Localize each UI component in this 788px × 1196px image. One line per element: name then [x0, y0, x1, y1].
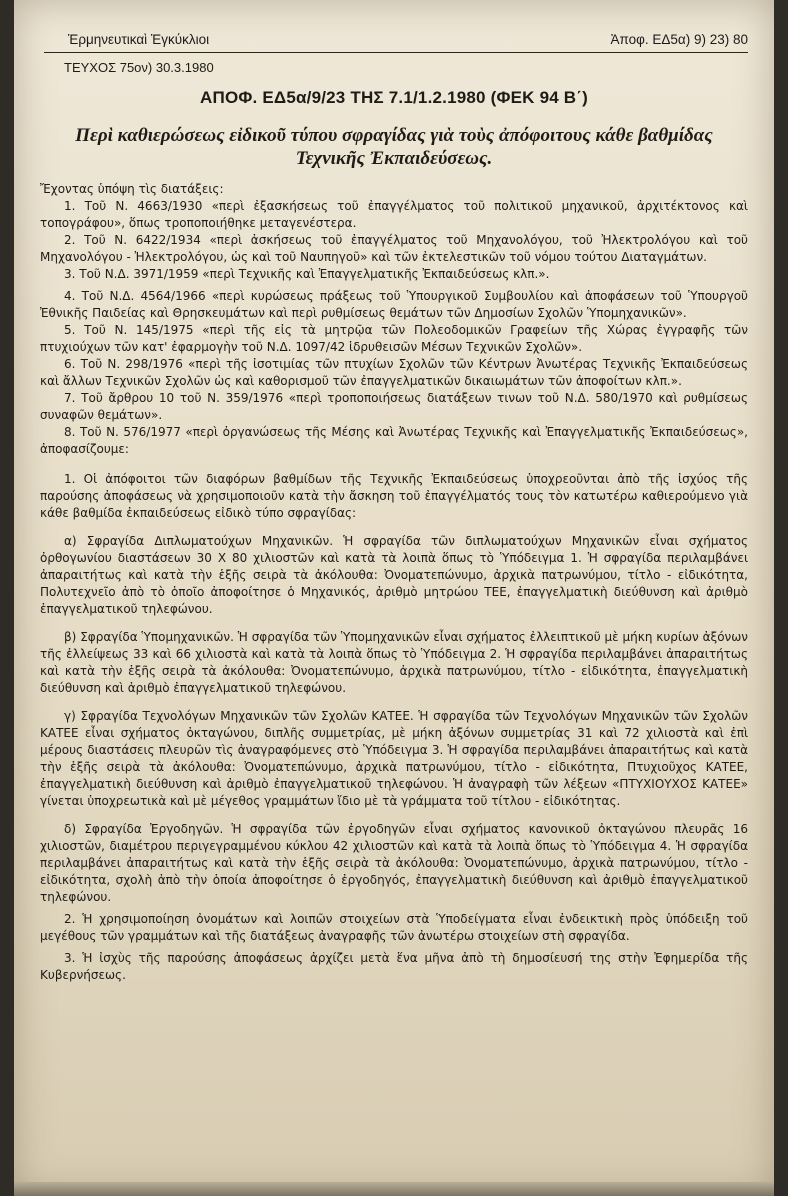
- provision-5: 5. Τοῦ Ν. 145/1975 «περὶ τῆς εἰς τὰ μητρῷα τῶν Πολεοδομικῶν Γραφείων τῆς Χώρας ἐγγραφῆς τῶν πτυχιούχων τῶν κατ' ἐφαρμογὴν τοῦ Ν.Δ. 1097/42 ἱδρυθεισῶν Μέσων Τεχνικῶν Σχολῶν».: [40, 323, 748, 354]
- header-reference: Ἀποφ. ΕΔ5α) 9) 23) 80: [610, 32, 748, 47]
- article-3: 3. Ἡ ἰσχὺς τῆς παρούσης ἀποφάσεως ἀρχίζει μετὰ ἕνα μῆνα ἀπὸ τὴ δημοσίευσή της στὴν Ἐφημερίδα τῆς Κυβερνήσεως.: [40, 951, 748, 982]
- header-section-title: Ἑρμηνευτικαὶ Ἐγκύκλιοι: [68, 32, 210, 47]
- document-body: [40, 181, 748, 984]
- subject-heading: Περὶ καθιερώσεως εἰδικοῦ τύπου σφραγίδας γιὰ τοὺς ἀπόφοιτους κάθε βαθμίδας Τεχνικῆς Ἐκπαιδεύσεως.: [75, 125, 713, 169]
- preamble: Ἔχοντας ὑπόψη τὶς διατάξεις:: [40, 182, 224, 196]
- page-bottom-edge: [14, 1182, 774, 1196]
- provision-4: 4. Τοῦ Ν.Δ. 4564/1966 «περὶ κυρώσεως πράξεως τοῦ Ὑπουργικοῦ Συμβουλίου καὶ ἀποφάσεων τοῦ Ὑπουργοῦ Ἐθνικῆς Παιδείας καὶ Θρησκευμάτων καὶ περὶ ρυθμίσεως θεμάτων τῶν Δημοσίων Σχολῶν Ὑπομηχανικῶν».: [40, 289, 748, 320]
- article-1-intro: 1. Οἱ ἀπόφοιτοι τῶν διαφόρων βαθμίδων τῆς Τεχνικῆς Ἐκπαιδεύσεως ὑποχρεοῦνται ἀπὸ τῆς ἰσχύος τῆς παρούσης ἀποφάσεως νὰ χρησιμοποιοῦν κατὰ τὴν ἄσκηση τοῦ ἐπαγγέλματός τους τὸν κατωτέρω καθιερούμενο γιὰ κάθε βαθμίδα ἐκπαιδεύσεως εἰδικὸ τύπο σφραγίδας:: [40, 472, 748, 520]
- decision-title: ΑΠΟΦ. ΕΔ5α/9/23 ΤΗΣ 7.1/1.2.1980 (ΦΕΚ 94 Β΄): [200, 88, 588, 107]
- running-header: [44, 30, 748, 53]
- provision-1: 1. Τοῦ Ν. 4663/1930 «περὶ ἐξασκήσεως τοῦ ἐπαγγέλματος τοῦ πολιτικοῦ μηχανικοῦ, ἀρχιτέκτονος καὶ τοπογράφου», ὅπως τροποποιήθηκε μεταγενέστερα.: [40, 199, 748, 230]
- provision-2: 2. Τοῦ Ν. 6422/1934 «περὶ ἀσκήσεως τοῦ ἐπαγγέλματος τοῦ Μηχανολόγου, τοῦ Ἠλεκτρολόγου καὶ τοῦ Μηχανολόγου - Ἠλεκτρολόγου, ὡς καὶ τοῦ Ναυπηγοῦ» καὶ τῶν ἐκτελεστικῶν τοῦ νόμου τούτου Διαταγμάτων.: [40, 233, 748, 264]
- provision-8: 8. Τοῦ Ν. 576/1977 «περὶ ὀργανώσεως τῆς Μέσης καὶ Ἀνωτέρας Τεχνικῆς καὶ Ἐπαγγελματικῆς Ἐκπαιδεύσεως», ἀποφασίζουμε:: [40, 425, 748, 456]
- stamp-a: α) Σφραγίδα Διπλωματούχων Μηχανικῶν. Ἡ σφραγίδα τῶν διπλωματούχων Μηχανικῶν εἶναι σχήματος ὀρθογωνίου διαστάσεων 30 Χ 80 χιλιοστῶν καὶ κατὰ τὰ λοιπὰ ὅπως τὸ Ὑπόδειγμα 1. Ἡ σφραγίδα περιλαμβάνει ἀπαραιτήτως καὶ κατὰ τὴν ἑξῆς σειρὰ τὰ ἀκόλουθα: Ὀνοματεπώνυμο, ἀρχικὰ πατρωνύμου, τίτλο - εἰδικότητα, Πολυτεχνεῖο ἀπὸ τὸ ὁποῖο ἀποφοίτησε ὁ Μηχανικός, ἀριθμὸ μητρώου ΤΕΕ, ἐπαγγελματικὴ διεύθυνση καὶ ἀριθμὸ ἐπαγγελματικοῦ τηλεφώνου.: [40, 534, 748, 616]
- article-2: 2. Ἡ χρησιμοποίηση ὀνομάτων καὶ λοιπῶν στοιχείων στὰ Ὑποδείγματα εἶναι ἐνδεικτικὴ πρὸς ὑπόδειξη τοῦ μεγέθους τῶν γραμμάτων καὶ τῆς διατάξεως ἀναγραφῆς τῶν ἀνωτέρω στοιχείων στὴ σφραγίδα.: [40, 912, 748, 943]
- stamp-c: γ) Σφραγίδα Τεχνολόγων Μηχανικῶν τῶν Σχολῶν ΚΑΤΕΕ. Ἡ σφραγίδα τῶν Τεχνολόγων Μηχανικῶν τῶν Σχολῶν ΚΑΤΕΕ εἶναι σχήματος ὀκταγώνου, διπλῆς συμμετρίας, μὲ μήκη ἀξόνων συμμετρίας 31 καὶ 72 χιλιοστὰ καὶ ἐπὶ μέρους διαστάσεις πλευρῶν τὶς ἀναγραφόμενες στὸ Ὑπόδειγμα 3. Ἡ σφραγίδα περιλαμβάνει ἀπαραιτήτως καὶ κατὰ τὴν ἑξῆς σειρὰ τὰ ἀκόλουθα: Ὀνοματεπώνυμο, ἀρχικὰ πατρωνύμου, τίτλο - εἰδικότητα, Πτυχιοῦχος ΚΑΤΕΕ, ἐπαγγελματικὴ διεύθυνση καὶ ἀριθμὸ ἐπαγγελματικοῦ τηλεφώνου. Ἡ ἀναγραφὴ τῶν λέξεων «ΠΤΥΧΙΟΥΧΟΣ ΚΑΤΕΕ» γίνεται ὑποχρεωτικὰ καὶ μὲ μέγεθος γραμμάτων ἴδιο μὲ τὰ γράμματα τοῦ τίτλου - εἰδικότητας.: [40, 709, 748, 808]
- document-page: [14, 0, 774, 1196]
- stamp-b: β) Σφραγίδα Ὑπομηχανικῶν. Ἡ σφραγίδα τῶν Ὑπομηχανικῶν εἶναι σχήματος ἐλλειπτικοῦ μὲ μήκη κυρίων ἀξόνων τῆς ἐλλείψεως 33 καὶ 66 χιλιοστὰ καὶ κατὰ τὰ λοιπὰ ὅπως τὸ Ὑπόδειγμα 2. Ἡ σφραγίδα περιλαμβάνει ἀπαραιτήτως καὶ κατὰ τὴν ἑξῆς σειρὰ τὰ ἀκόλουθα: Ὀνοματεπώνυμο, ἀρχικὰ πατρωνύμου, τίτλο - εἰδικότητα, ἐπαγγελματικὴ διεύθυνση καὶ ἀριθμὸ ἐπαγγελματικοῦ τηλεφώνου.: [40, 630, 748, 695]
- provision-6: 6. Τοῦ Ν. 298/1976 «περὶ τῆς ἰσοτιμίας τῶν πτυχίων Σχολῶν τῶν Κέντρων Ἀνωτέρας Τεχνικῆς Ἐκπαιδεύσεως καὶ ἄλλων Τεχνικῶν Σχολῶν ὡς καὶ καθορισμοῦ τῶν ἐπαγγελματικῶν δικαιωμάτων τῶν ἀποφοίτων κλπ.».: [40, 357, 748, 388]
- issue-line: ΤΕΥΧΟΣ 75ον) 30.3.1980: [64, 60, 214, 75]
- provision-7: 7. Τοῦ ἄρθρου 10 τοῦ Ν. 359/1976 «περὶ τροποποιήσεως διατάξεων τινων τοῦ Ν.Δ. 580/1970 καὶ ρυθμίσεως συναφῶν θεμάτων».: [40, 391, 748, 422]
- provision-3: 3. Τοῦ Ν.Δ. 3971/1959 «περὶ Τεχνικῆς καὶ Ἐπαγγελματικῆς Ἐκπαιδεύσεως κλπ.».: [64, 267, 550, 281]
- stamp-d: δ) Σφραγίδα Ἐργοδηγῶν. Ἡ σφραγίδα τῶν ἐργοδηγῶν εἶναι σχήματος κανονικοῦ ὀκταγώνου πλευρᾶς 16 χιλιοστῶν, διαμέτρου περιγεγραμμένου κύκλου 42 χιλιοστῶν καὶ κατὰ τὰ λοιπὰ ὅπως τὸ Ὑπόδειγμα 4. Ἡ σφραγίδα περιλαμβάνει ἀπαραιτήτως καὶ κατὰ τὴν ἑξῆς σειρὰ τὰ ἀκόλουθα: Ὀνοματεπώνυμο, ἀρχικὰ πατρωνύμου, τίτλο - εἰδικότητα, σχολὴ ἀπὸ τὴν ὁποία ἀποφοίτησε ὁ ἐργοδηγός, ἐπαγγελματικὴ διεύθυνση καὶ ἀριθμὸ ἐπαγγελματικοῦ τηλεφώνου.: [40, 822, 748, 904]
